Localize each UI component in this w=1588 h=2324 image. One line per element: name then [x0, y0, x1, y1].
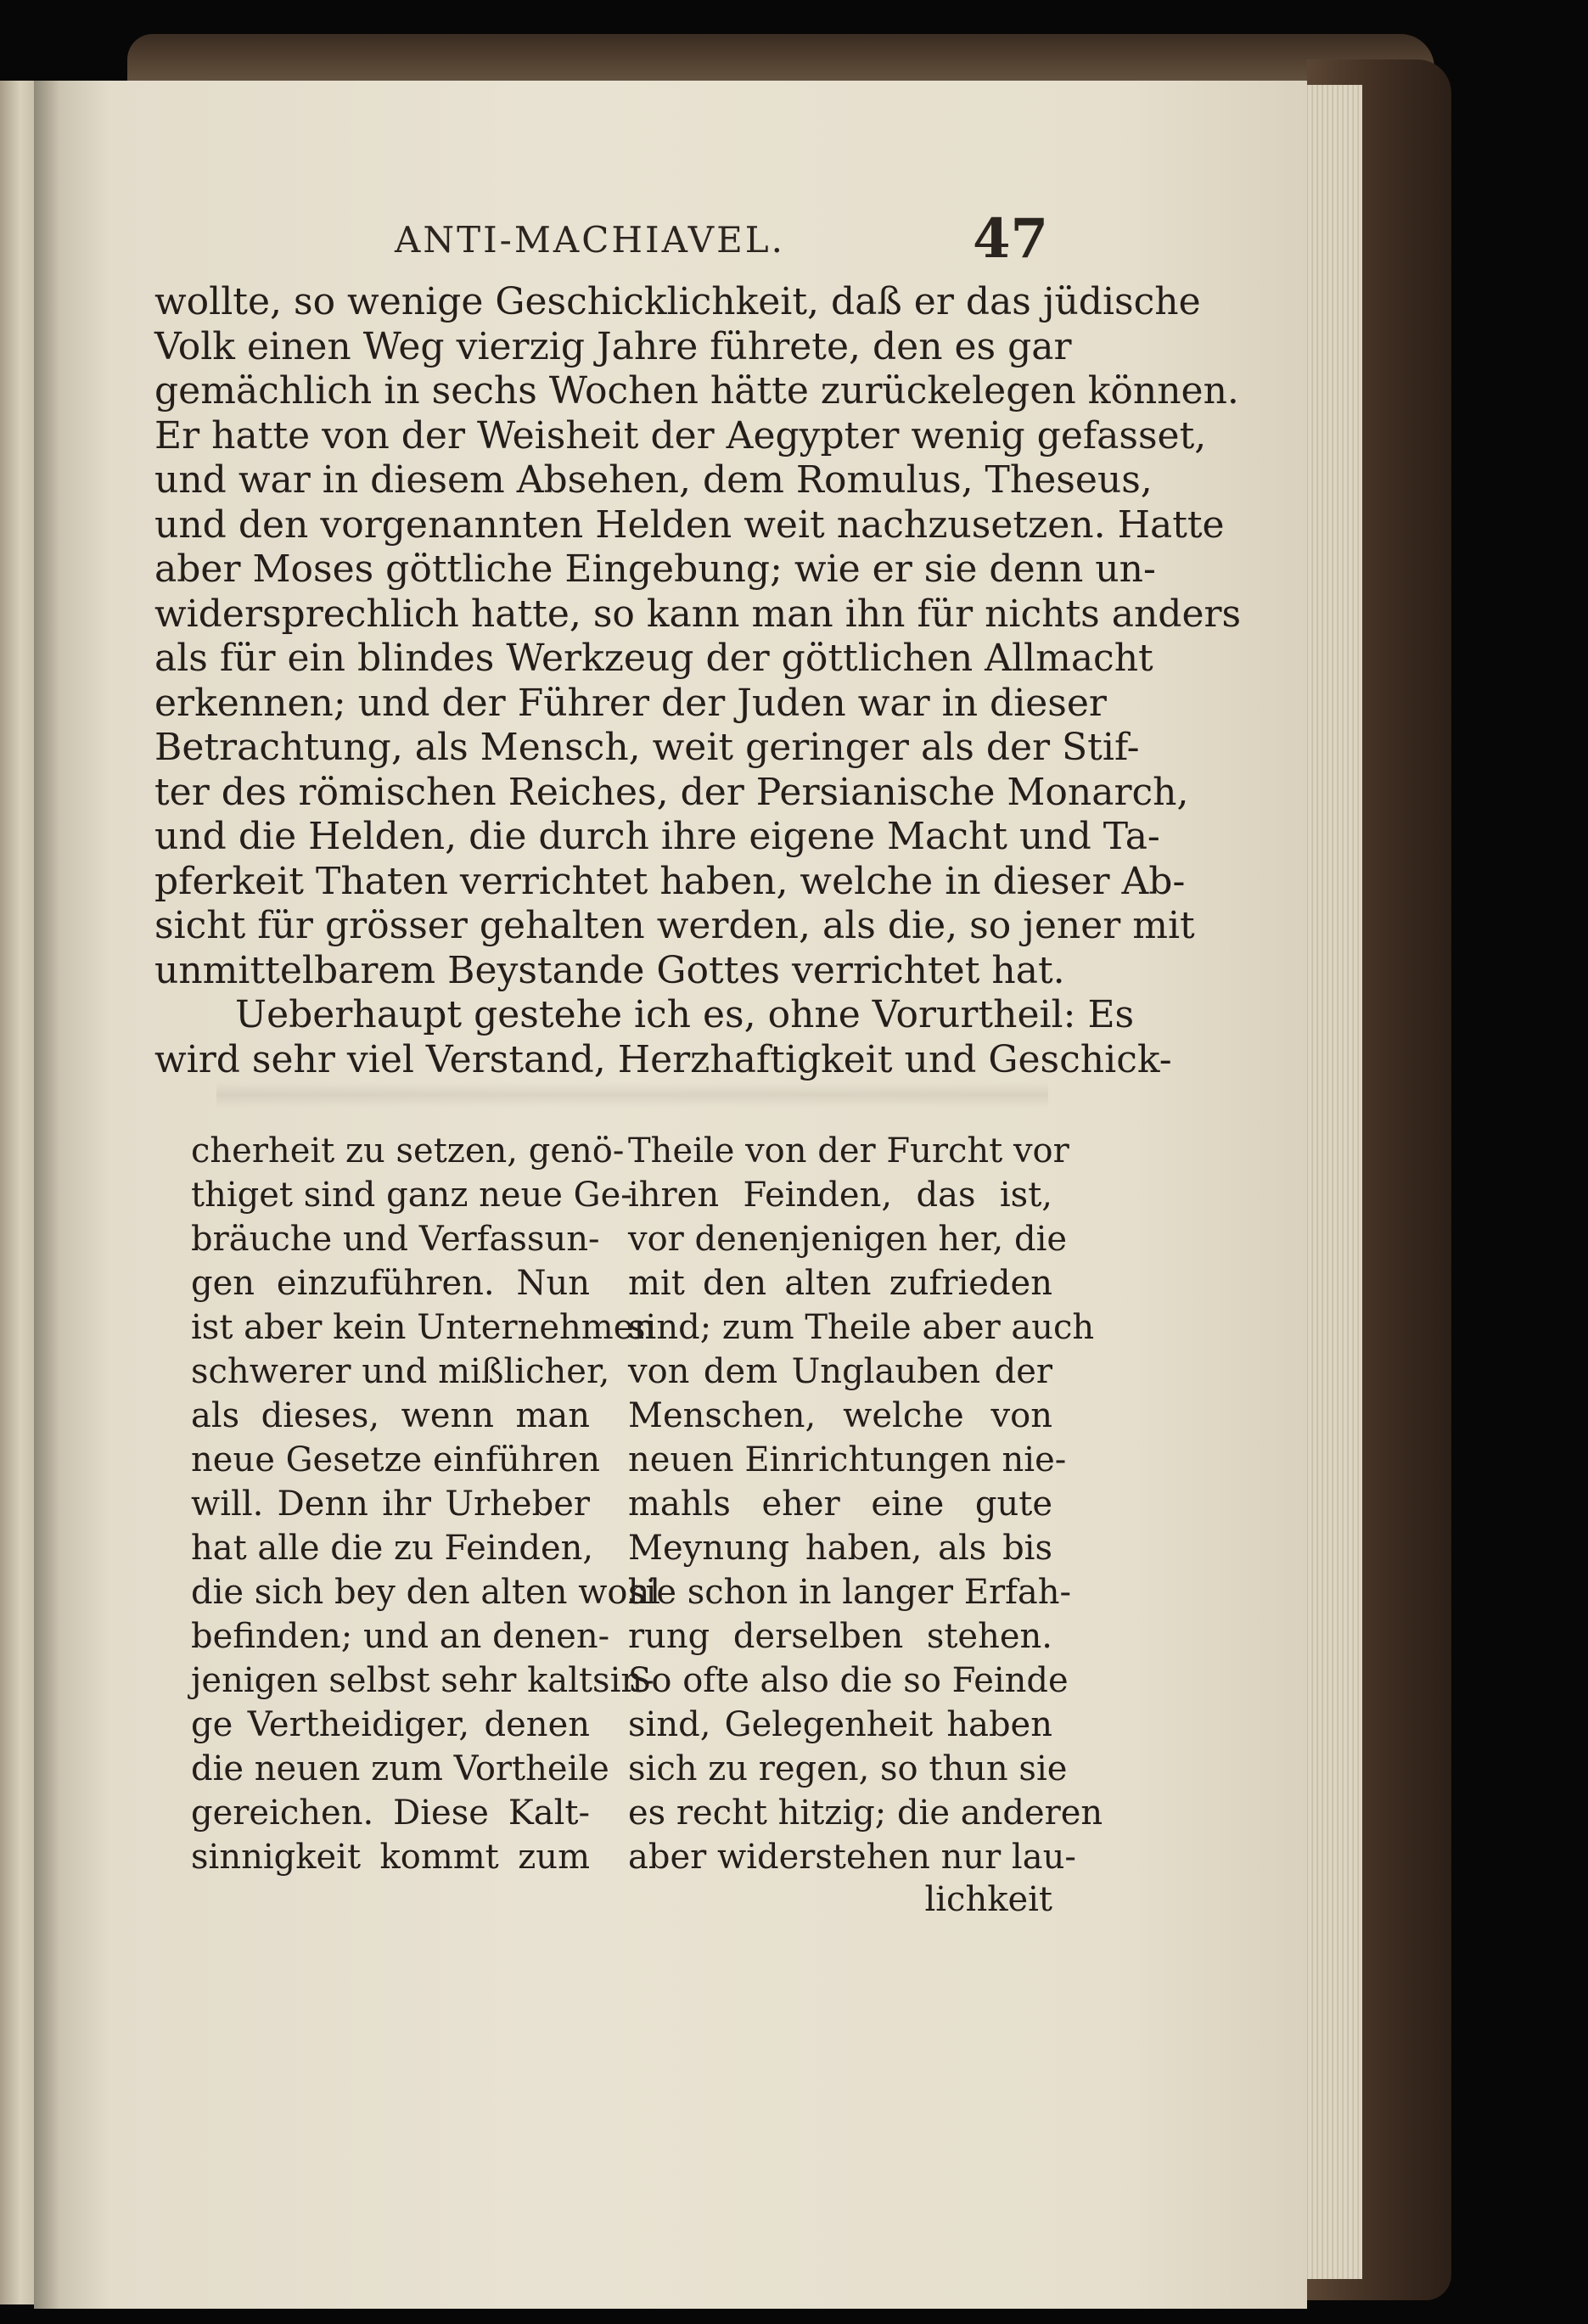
text-line: und war in diesem Absehen, dem Romulus, Theseus,: [154, 458, 1153, 502]
column-line: cherheit zu setzen, genö-: [191, 1131, 625, 1170]
column-line: ge Vertheidiger, denen: [191, 1705, 590, 1744]
show-through-shadow: [216, 1082, 1048, 1108]
running-title: ANTI-MACHIAVEL.: [395, 219, 786, 261]
column-line: als dieses, wenn man: [191, 1396, 590, 1435]
page-header: [395, 207, 1048, 272]
column-line: jenigen selbst sehr kaltsin-: [191, 1661, 654, 1700]
column-line: rung derselben stehen.: [628, 1617, 1052, 1656]
column-line: Theile von der Furcht vor: [628, 1131, 1069, 1170]
column-line: thiget sind ganz neue Ge-: [191, 1176, 632, 1215]
column-line: ihren Feinden, das ist,: [628, 1176, 1052, 1215]
column-line: sie schon in langer Erfah-: [628, 1573, 1071, 1612]
text-line: wollte, so wenige Geschicklichkeit, daß er das jüdische: [154, 280, 1201, 323]
column-line: mahls eher eine gute: [628, 1485, 1052, 1524]
text-line: und die Helden, die durch ihre eigene Macht und Ta-: [154, 815, 1160, 858]
catchword: lichkeit: [924, 1880, 1052, 1919]
page-stack-edge: [1299, 85, 1362, 2279]
column-line: neuen Einrichtungen nie-: [628, 1440, 1067, 1479]
column-line: neue Gesetze einführen: [191, 1440, 601, 1479]
column-line: die sich bey den alten wohl: [191, 1573, 661, 1612]
text-line: gemächlich in sechs Wochen hätte zurückelegen können.: [154, 369, 1239, 413]
column-line: sind; zum Theile aber auch: [628, 1308, 1095, 1347]
column-line: befinden; und an denen-: [191, 1617, 610, 1656]
gutter-shadow: [34, 81, 59, 2309]
main-text-block: [154, 280, 1242, 1082]
column-line: sich zu regen, so thun sie: [628, 1749, 1068, 1788]
column-line: Meynung haben, als bis: [628, 1529, 1052, 1568]
text-line: Betrachtung, als Mensch, weit geringer als der Stif-: [154, 726, 1140, 769]
column-line: es recht hitzig; die anderen: [628, 1794, 1103, 1833]
column-line: schwerer und mißlicher,: [191, 1352, 610, 1391]
column-line: will. Denn ihr Urheber: [191, 1485, 590, 1524]
column-line: So ofte also die so Feinde: [628, 1661, 1069, 1700]
text-line: unmittelbarem Beystande Gottes verrichtet hat.: [154, 948, 1065, 992]
text-line: als für ein blindes Werkzeug der göttlichen Allmacht: [154, 637, 1153, 680]
text-line: erkennen; und der Führer der Juden war in dieser: [154, 681, 1107, 725]
column-line: sinnigkeit kommt zum: [191, 1838, 590, 1877]
text-line: wird sehr viel Verstand, Herzhaftigkeit und Geschick-: [154, 1037, 1172, 1081]
text-line: Ueberhaupt gestehe ich es, ohne Vorurtheil: Es: [235, 993, 1135, 1036]
column-line: sind, Gelegenheit haben: [628, 1705, 1052, 1744]
column-line: ist aber kein Unternehmen: [191, 1308, 656, 1347]
text-line: widersprechlich hatte, so kann man ihn für nichts anders: [154, 592, 1242, 636]
column-line: Menschen, welche von: [628, 1396, 1052, 1435]
text-line: Er hatte von der Weisheit der Aegypter wenig gefasset,: [154, 413, 1207, 458]
text-line: aber Moses göttliche Eingebung; wie er sie denn un-: [154, 547, 1156, 591]
column-line: mit den alten zufrieden: [628, 1264, 1052, 1303]
page-number: 47: [972, 207, 1048, 271]
column-line: hat alle die zu Feinden,: [191, 1529, 594, 1568]
text-line: ter des römischen Reiches, der Persianische Monarch,: [154, 770, 1189, 814]
right-text-column: [628, 1129, 1103, 1879]
facing-page-edge: [0, 81, 34, 2304]
column-line: gereichen. Diese Kalt-: [191, 1794, 590, 1833]
column-line: die neuen zum Vortheile: [191, 1749, 609, 1788]
column-line: von dem Unglauben der: [628, 1352, 1052, 1391]
text-line: pferkeit Thaten verrichtet haben, welche in dieser Ab-: [154, 859, 1186, 903]
column-line: vor denenjenigen her, die: [628, 1220, 1068, 1259]
text-line: Volk einen Weg vierzig Jahre führete, den es gar: [154, 324, 1072, 368]
text-line: und den vorgenannten Helden weit nachzusetzen. Hatte: [154, 502, 1225, 547]
column-line: aber widerstehen nur lau-: [628, 1838, 1076, 1877]
column-line: bräuche und Verfassun-: [191, 1220, 600, 1259]
text-line: sicht für grösser gehalten werden, als die, so jener mit: [154, 904, 1195, 947]
left-text-column: [191, 1129, 661, 1879]
column-line: gen einzuführen. Nun: [191, 1264, 590, 1303]
